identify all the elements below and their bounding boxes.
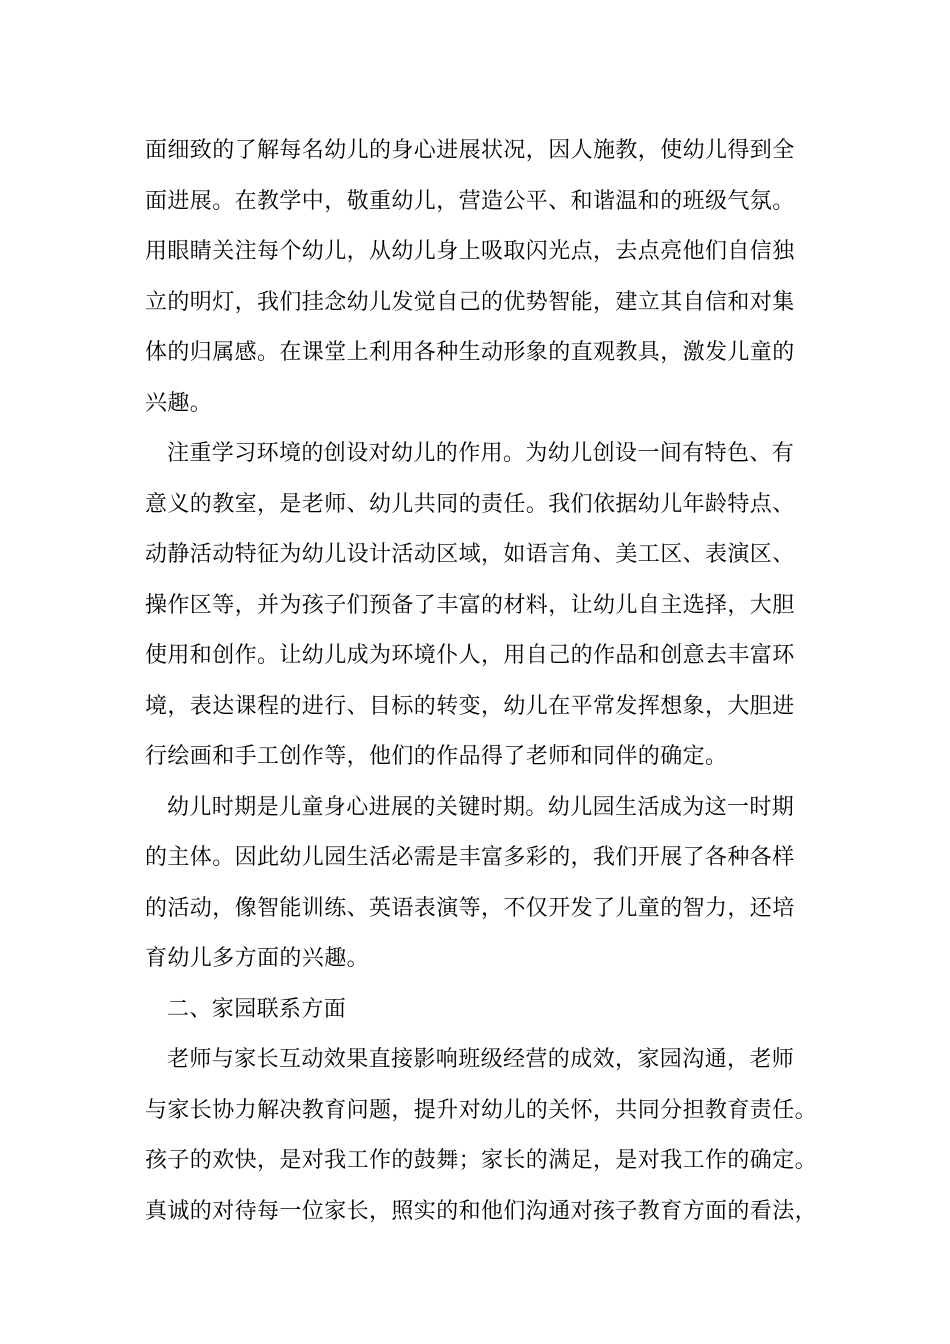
text-line: 立的明灯，我们挂念幼儿发觉自己的优势智能，建立其自信和对集	[145, 289, 795, 315]
text-line: 意义的教室，是老师、幼儿共同的责任。我们依据幼儿年龄特点、	[145, 491, 795, 517]
text-line: 孩子的欢快，是对我工作的鼓舞；家长的满足，是对我工作的确定。	[145, 1148, 818, 1173]
text-line: 兴趣。	[145, 390, 213, 416]
text-line: 境，表达课程的进行、目标的转变，幼儿在平常发挥想象，大胆进	[145, 693, 795, 719]
text-line: 的主体。因此幼儿园生活必需是丰富多彩的，我们开展了各种各样	[145, 845, 795, 870]
text-line: 面细致的了解每名幼儿的身心进展状况，因人施教，使幼儿得到全	[145, 138, 795, 163]
text-line: 行绘画和手工创作等，他们的作品得了老师和同伴的确定。	[145, 744, 728, 769]
text-line: 的活动，像智能训练、英语表演等，不仅开发了儿童的智力，还培	[145, 895, 795, 921]
text-line: 动静活动特征为幼儿设计活动区域，如语言角、美工区、表演区、	[145, 542, 795, 567]
paragraph-start-line: 幼儿时期是儿童身心进展的关键时期。幼儿园生活成为这一时期	[167, 794, 795, 820]
text-line: 使用和创作。让幼儿成为环境仆人，用自己的作品和创意去丰富环	[145, 643, 795, 668]
text-line: 体的归属感。在课堂上利用各种生动形象的直观教具，激发儿童的	[145, 340, 795, 365]
section-heading: 二、家园联系方面	[167, 996, 347, 1022]
text-line: 育幼儿多方面的兴趣。	[145, 946, 370, 971]
text-line: 操作区等，并为孩子们预备了丰富的材料，让幼儿自主选择，大胆	[145, 592, 795, 618]
text-line: 面进展。在教学中，敬重幼儿，营造公平、和谐温和的班级气氛。	[145, 188, 795, 214]
paragraph-start-line: 老师与家长互动效果直接影响班级经营的成效，家园沟通，老师	[167, 1047, 795, 1072]
body-text	[145, 126, 825, 1237]
paragraph-start-line: 注重学习环境的创设对幼儿的作用。为幼儿创设一间有特色、有	[167, 441, 795, 466]
text-line: 用眼睛关注每个幼儿，从幼儿身上吸取闪光点，去点亮他们自信独	[145, 239, 795, 264]
text-line: 与家长协力解决教育问题，提升对幼儿的关怀，共同分担教育责任。	[145, 1097, 818, 1123]
text-line: 真诚的对待每一位家长，照实的和他们沟通对孩子教育方面的看法，	[145, 1198, 818, 1224]
